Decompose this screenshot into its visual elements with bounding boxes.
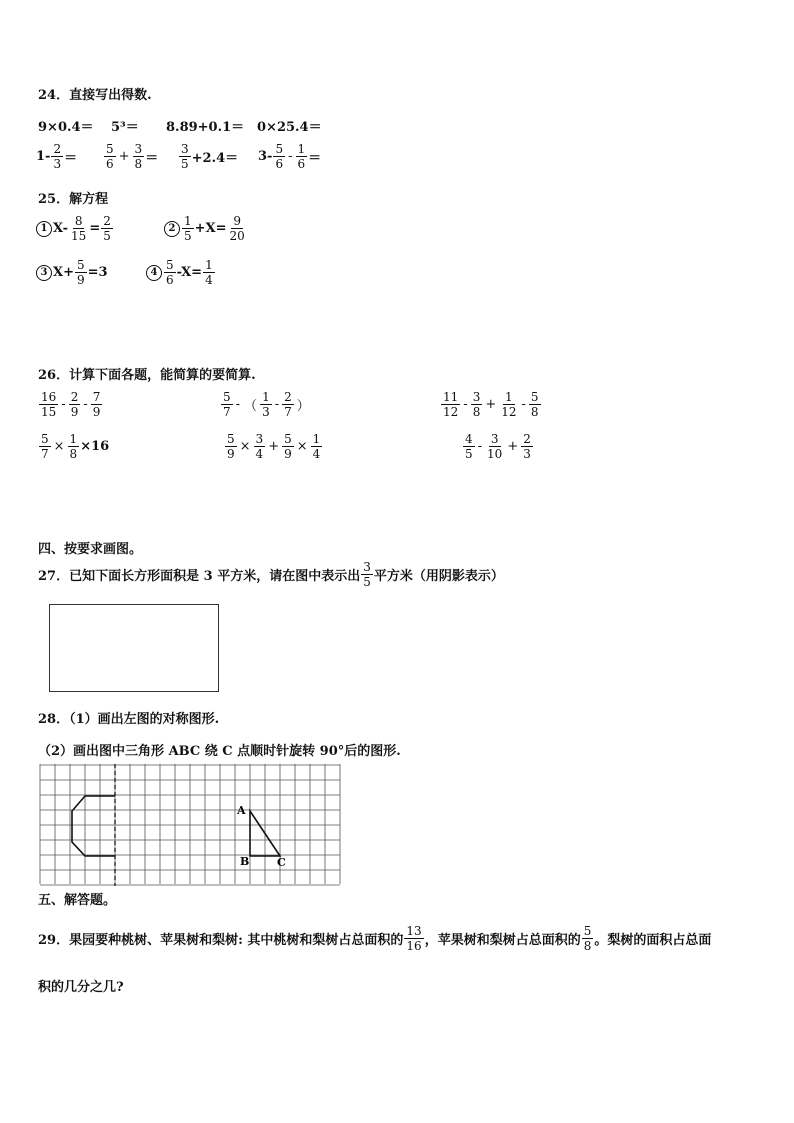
q28-part-1: 28．（1）画出左图的对称图形.: [38, 712, 220, 727]
section-5-heading: 五、解答题。: [38, 893, 117, 908]
q25-equation-3: 3 X+ $\frac{5}{9}$ =3: [36, 258, 108, 287]
q29-prompt-line-2: 积的几分之几?: [38, 980, 124, 995]
q28-part-2: （2）画出图中三角形 ABC 绕 C 点顺时针旋转 90°后的图形.: [38, 744, 401, 759]
q26-expression-d: $\frac{5}{7}$ × $\frac{1}{8}$ ×16: [41, 432, 110, 461]
q26-expression-c: $\frac{11}{12}$ - $\frac{3}{8}$ + $\frac{1}{12}$ - $\frac{5}{8}$: [443, 390, 539, 419]
label-b: B: [240, 855, 250, 868]
q27-rectangle[interactable]: [49, 604, 219, 692]
q24-frac-item-a: 1- $\frac{2}{3}$ ＝: [36, 142, 78, 171]
grid-lines: [40, 764, 340, 885]
q28-grid-figure[interactable]: [38, 764, 342, 886]
q25-equation-4: 4 $\frac{5}{6}$ -X= $\frac{1}{4}$: [146, 258, 216, 287]
q25-equation-2: 2 $\frac{1}{5}$ +X= $\frac{9}{20}$: [164, 214, 248, 243]
q26-expression-e: $\frac{5}{9}$ × $\frac{3}{4}$ + $\frac{5}{9}$ × $\frac{1}{4}$: [227, 432, 321, 461]
q24-frac-item-d: 3- $\frac{5}{6}$ - $\frac{1}{6}$ ＝: [258, 142, 322, 171]
q26-expression-a: $\frac{16}{15}$ - $\frac{2}{9}$ - $\frac{7}{9}$: [41, 390, 101, 419]
q25-equation-1: 1 X- $\frac{8}{15}$ = $\frac{2}{5}$: [36, 214, 114, 243]
q24-frac-item-b: $\frac{5}{6}$ + $\frac{3}{8}$ ＝: [106, 142, 159, 171]
section-4-heading: 四、按要求画图。: [38, 542, 143, 557]
q27-prompt: 27．已知下面长方形面积是 3 平方米，请在图中表示出 $\frac{3}{5}$ 平方米（用阴影表示）: [38, 560, 504, 589]
q24-item: 5³＝: [111, 120, 139, 135]
q24-title: 24．直接写出得数.: [38, 88, 152, 103]
q24-item: 9×0.4＝: [38, 120, 94, 135]
label-c: C: [277, 856, 286, 869]
q29-prompt: 29．果园要种桃树、苹果树和梨树: 其中桃树和梨树占总面积的 $\frac{13}{16}$ ，苹果树和梨树占总面积的 $\frac{5}{8}$ 。梨树的面积占总面: [38, 924, 712, 953]
q26-title: 26．计算下面各题，能简算的要简算.: [38, 368, 256, 383]
q26-expression-b: $\frac{5}{7}$ - （ $\frac{1}{3}$ - $\frac{2}{7}$ ）: [223, 390, 310, 419]
label-a: A: [237, 804, 246, 817]
q24-item: 8.89+0.1＝: [166, 120, 245, 135]
q25-title: 25．解方程: [38, 192, 109, 207]
q24-frac-item-c: $\frac{3}{5}$ +2.4＝: [181, 142, 239, 171]
left-shape: [72, 796, 115, 856]
q26-expression-f: $\frac{4}{5}$ - $\frac{3}{10}$ + $\frac{2}{3}$: [465, 432, 531, 461]
q24-item: 0×25.4＝: [257, 120, 322, 135]
